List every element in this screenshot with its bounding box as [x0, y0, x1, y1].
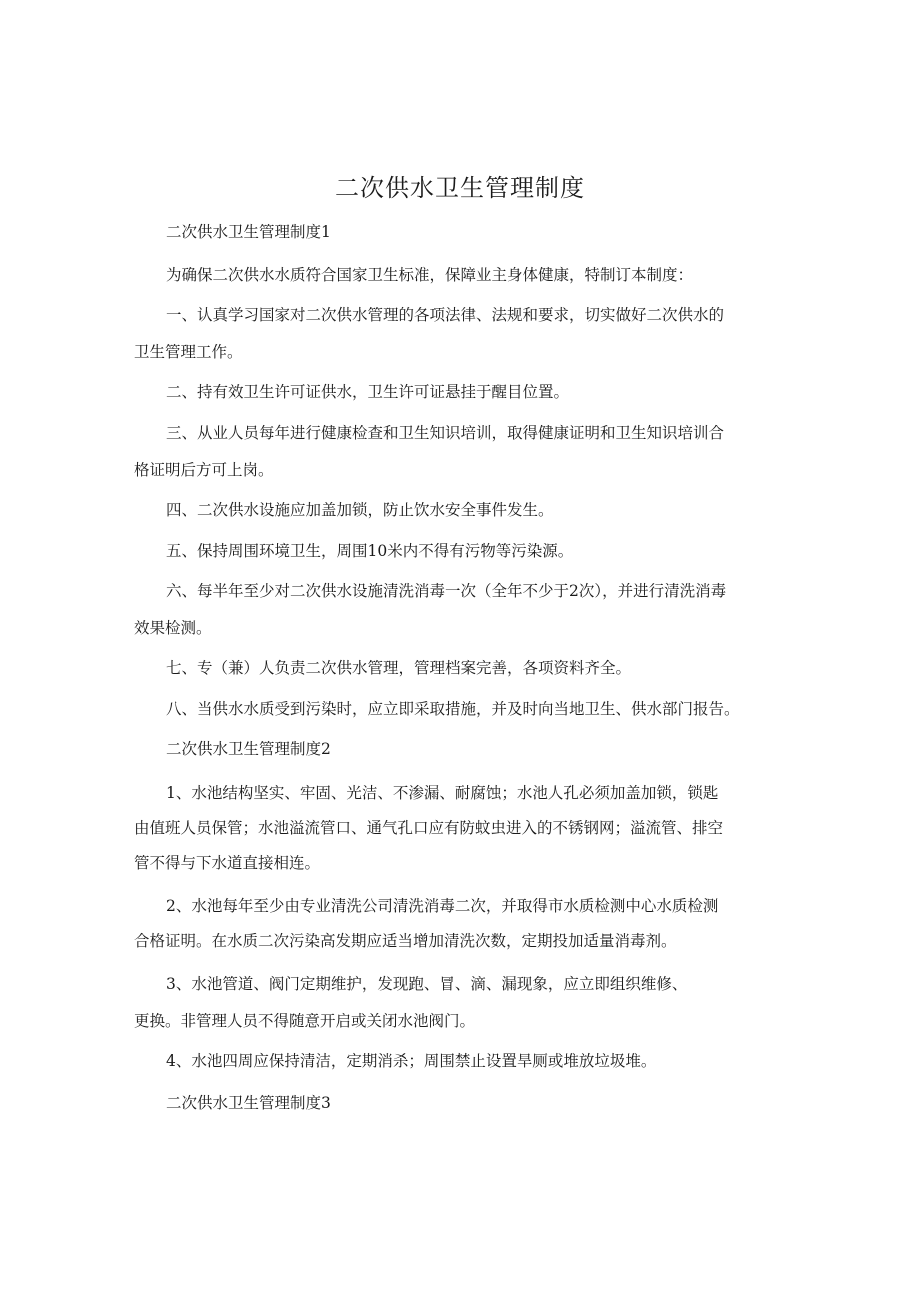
s1-item2: 二、持有效卫生许可证供水，卫生许可证悬挂于醒目位置。	[166, 383, 570, 401]
s2-item1-line3: 管不得与下水道直接相连。	[134, 854, 321, 872]
section3-heading: 二次供水卫生管理制度3	[166, 1094, 331, 1112]
s1-item3-line1: 三、从业人员每年进行健康检查和卫生知识培训，取得健康证明和卫生知识培训合	[166, 424, 725, 442]
s1-item6-line1: 六、每半年至少对二次供水设施清洗消毒一次（全年不少于2次），并进行清洗消毒	[166, 582, 727, 600]
s2-item2-line1: 2、水池每年至少由专业清洗公司清洗消毒二次，并取得市水质检测中心水质检测	[166, 897, 719, 915]
s2-item3-line2: 更换。非管理人员不得随意开启或关闭水池阀门。	[134, 1012, 476, 1030]
s1-item7: 七、专（兼）人负责二次供水管理，管理档案完善，各项资料齐全。	[166, 659, 632, 677]
document-title: 二次供水卫生管理制度	[335, 174, 585, 202]
section2-heading: 二次供水卫生管理制度2	[166, 740, 331, 758]
s1-item6-line2: 效果检测。	[134, 619, 212, 637]
s1-item3-line2: 格证明后方可上岗。	[134, 461, 274, 479]
s2-item3-line1: 3、水池管道、阀门定期维护，发现跑、冒、滴、漏现象，应立即组织维修、	[166, 975, 688, 993]
s1-item1-line1: 一、认真学习国家对二次供水管理的各项法律、法规和要求，切实做好二次供水的	[166, 306, 725, 324]
s1-item4: 四、二次供水设施应加盖加锁，防止饮水安全事件发生。	[166, 501, 554, 519]
s2-item2-line2: 合格证明。在水质二次污染高发期应适当增加清洗次数，定期投加适量消毒剂。	[134, 932, 677, 950]
s2-item4: 4、水池四周应保持清洁，定期消杀；周围禁止设置旱厕或堆放垃圾堆。	[166, 1052, 657, 1070]
s1-item8: 八、当供水水质受到污染时，应立即采取措施，并及时向当地卫生、供水部门报告。	[166, 700, 740, 718]
s2-item1-line1: 1、水池结构坚实、牢固、光洁、不渗漏、耐腐蚀；水池人孔必须加盖加锁，锁匙	[166, 784, 719, 802]
intro-paragraph: 为确保二次供水水质符合国家卫生标准，保障业主身体健康，特制订本制度：	[166, 266, 694, 284]
s1-item1-line2: 卫生管理工作。	[134, 343, 243, 361]
section1-heading: 二次供水卫生管理制度1	[166, 223, 331, 241]
s1-item5: 五、保持周围环境卫生，周围10米内不得有污物等污染源。	[166, 542, 574, 560]
s2-item1-line2: 由值班人员保管；水池溢流管口、通气孔口应有防蚊虫进入的不锈钢网；溢流管、排空	[134, 819, 724, 837]
